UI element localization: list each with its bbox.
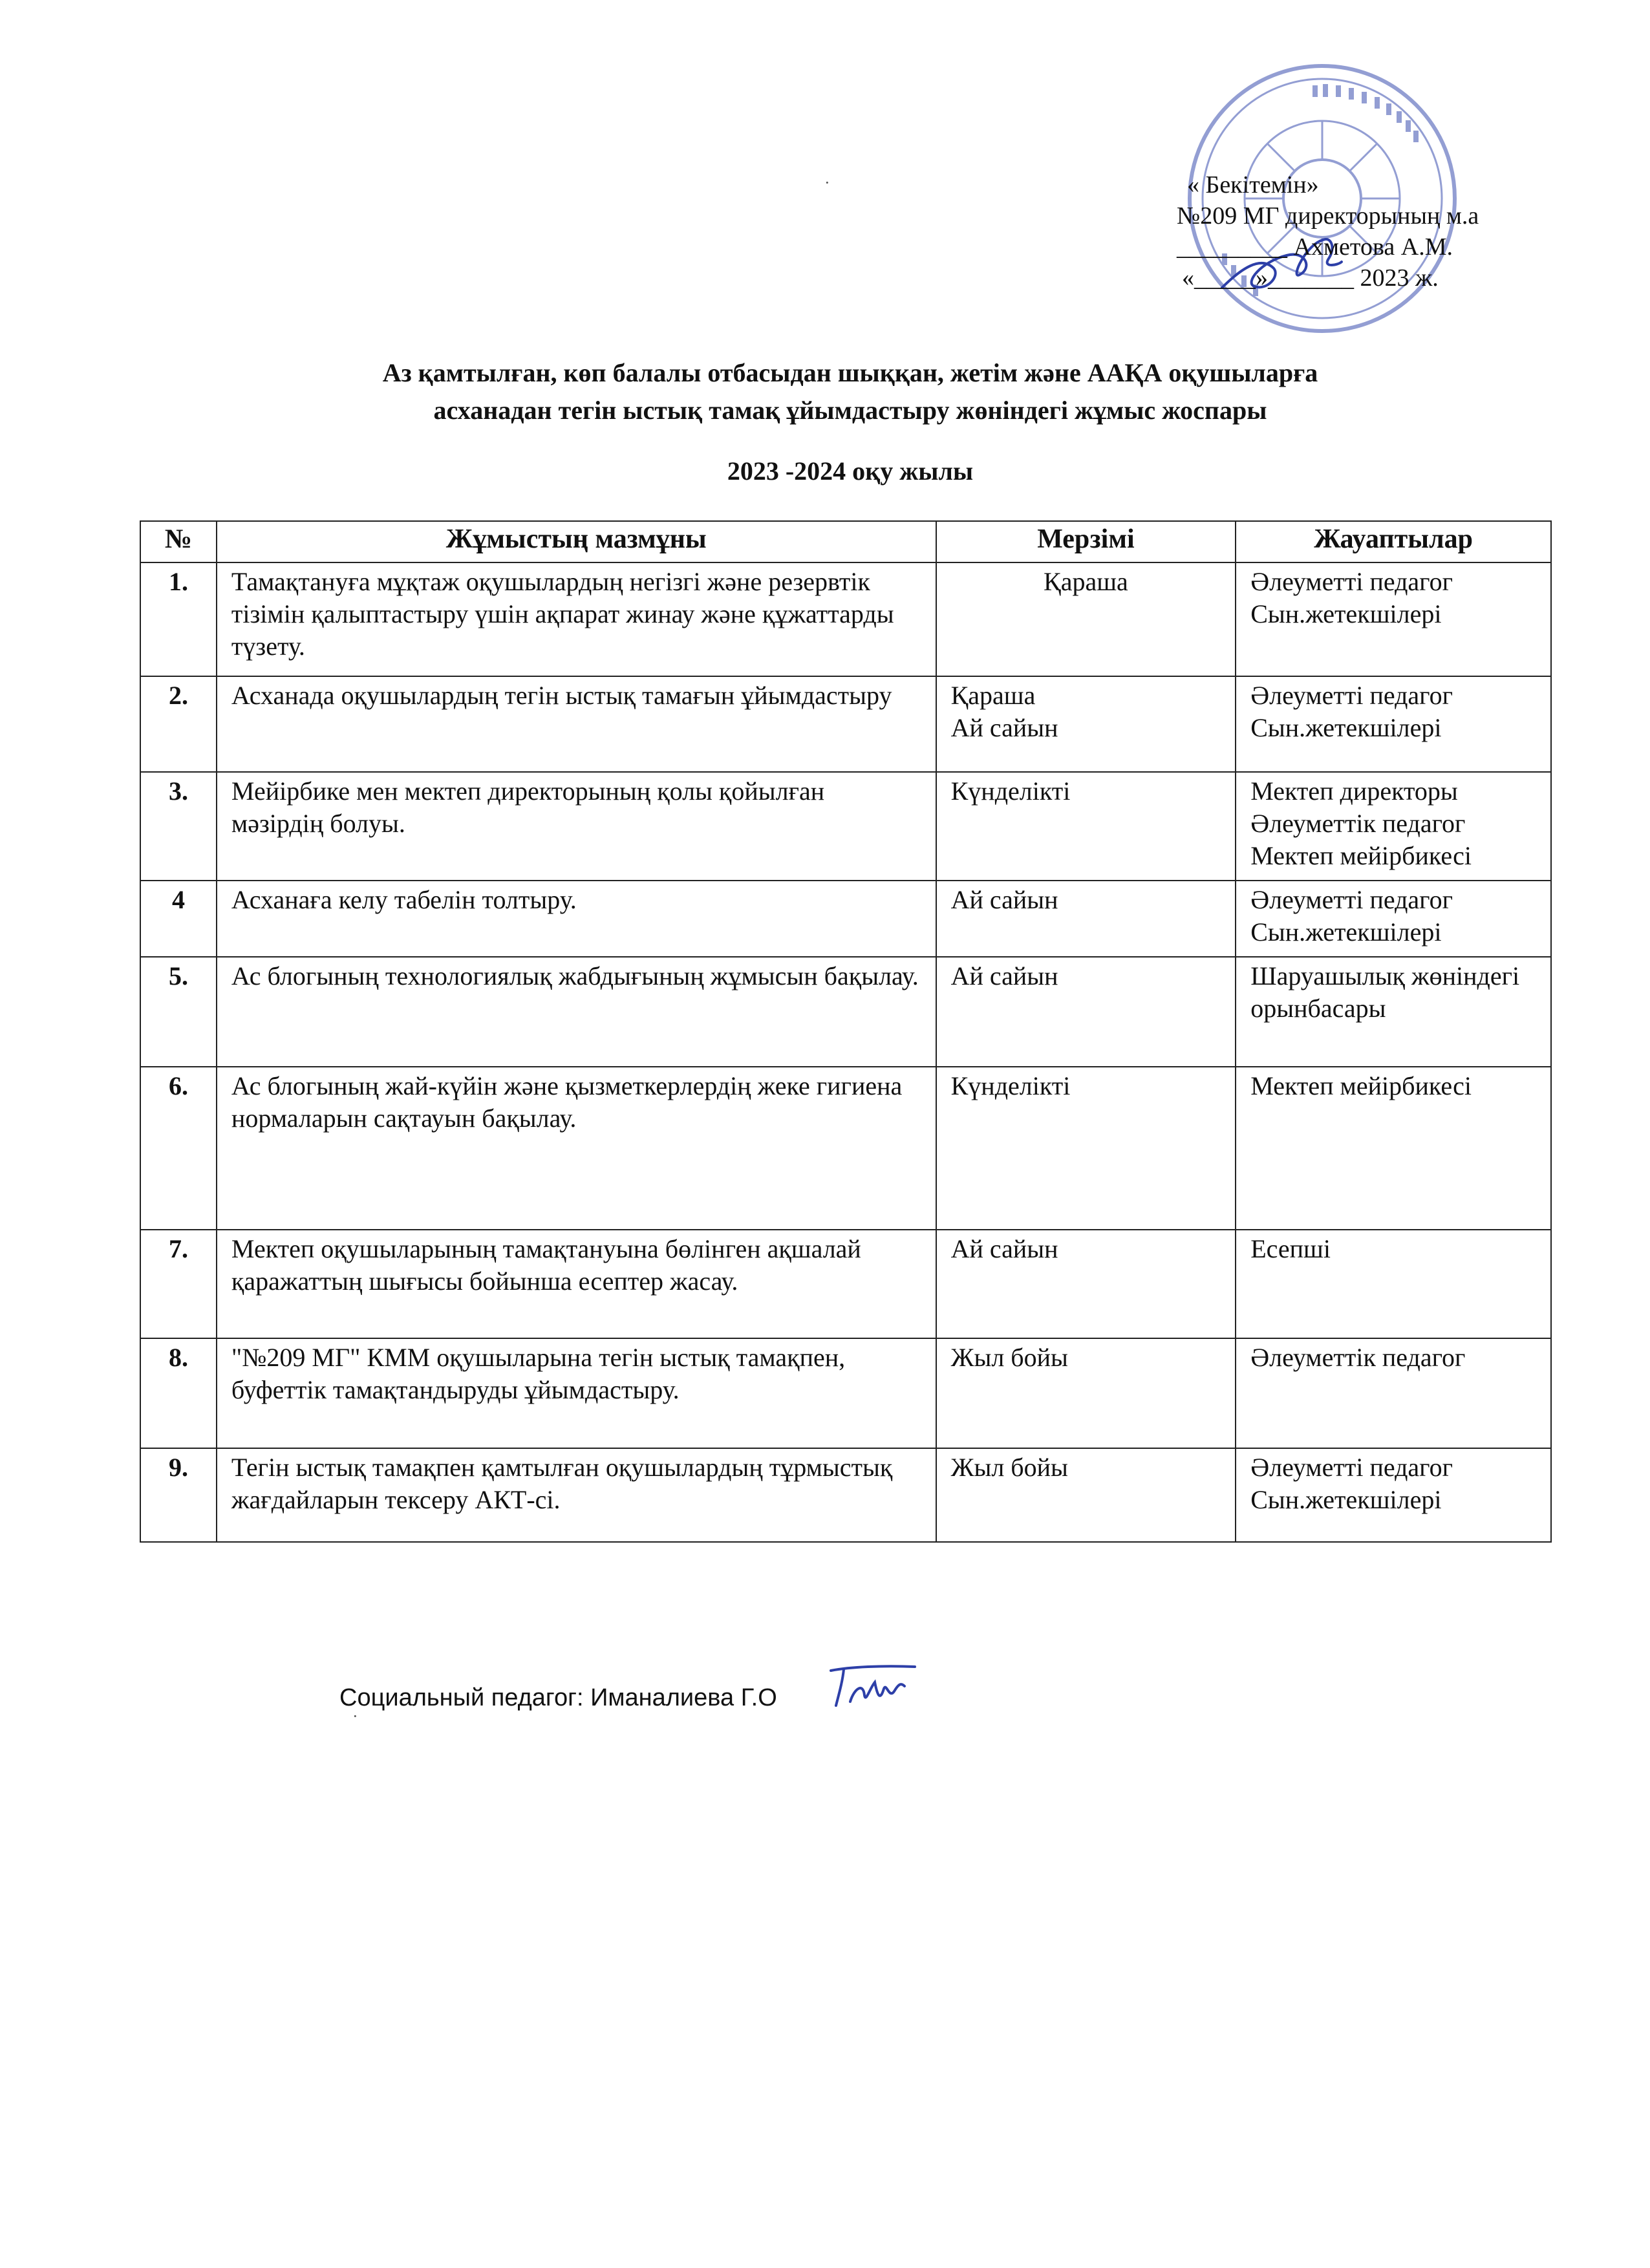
social-pedagogue-signature-line: Социальный педагог: Иманалиева Г.О bbox=[339, 1684, 777, 1711]
row-term: Ай сайын bbox=[936, 881, 1236, 957]
row-content: Ас блогының технологиялық жабдығының жұмысын бақылау. bbox=[217, 957, 936, 1067]
row-number: 2. bbox=[140, 676, 217, 772]
row-responsible: Есепші bbox=[1236, 1230, 1551, 1338]
table-header-row bbox=[140, 521, 1551, 562]
table-row bbox=[140, 1067, 1551, 1230]
row-number: 7. bbox=[140, 1230, 217, 1338]
row-responsible: Мектеп мейірбикесі bbox=[1236, 1067, 1551, 1230]
table-row bbox=[140, 957, 1551, 1067]
row-responsible: Әлеуметтік педагог bbox=[1236, 1338, 1551, 1448]
work-plan-table bbox=[140, 520, 1552, 1543]
header-responsible: Жауаптылар bbox=[1236, 521, 1551, 562]
row-content: Асханаға келу табелін толтыру. bbox=[217, 881, 936, 957]
row-responsible: Шаруашылық жөніндегі орынбасары bbox=[1236, 957, 1551, 1067]
approval-date: «_____»_______ 2023 ж. bbox=[1182, 264, 1439, 292]
row-number: 9. bbox=[140, 1448, 217, 1542]
row-content: Тамақтануға мұқтаж оқушылардың негізгі және резервтік тізімін қалыптастыру үшін ақпарат жинау және құжаттарды түзету. bbox=[217, 562, 936, 676]
title-line-2: асханадан тегін ыстық тамақ ұйымдастыру жөніндегі жұмыс жоспары bbox=[433, 396, 1267, 425]
row-number: 4 bbox=[140, 881, 217, 957]
row-content: Ас блогының жай-күйін және қызметкерлердің жеке гигиена нормаларын сақтауын бақылау. bbox=[217, 1067, 936, 1230]
row-term: Қараша bbox=[936, 562, 1236, 676]
row-term: Қараша Ай сайын bbox=[936, 676, 1236, 772]
row-responsible: Әлеуметті педагог Сын.жетекшілері bbox=[1236, 676, 1551, 772]
row-number: 6. bbox=[140, 1067, 217, 1230]
row-responsible: Әлеуметті педагог Сын.жетекшілері bbox=[1236, 881, 1551, 957]
approval-block bbox=[1177, 169, 1578, 294]
row-term: Жыл бойы bbox=[936, 1338, 1236, 1448]
row-number: 3. bbox=[140, 772, 217, 881]
scan-speck: · bbox=[352, 1707, 358, 1726]
row-term: Ай сайын bbox=[936, 957, 1236, 1067]
pedagogue-signature-icon bbox=[824, 1663, 921, 1708]
row-term: Күнделікті bbox=[936, 772, 1236, 881]
header-content: Жұмыстың мазмұны bbox=[217, 521, 936, 562]
table-row bbox=[140, 1338, 1551, 1448]
document-title bbox=[194, 354, 1506, 429]
row-content: Тегін ыстық тамақпен қамтылған оқушылардың тұрмыстық жағдайларын тексеру АКТ-сі. bbox=[217, 1448, 936, 1542]
approval-name: _________ Ахметова А.М. bbox=[1177, 233, 1453, 261]
title-line-1: Аз қамтылған, көп балалы отбасыдан шыққан, жетім және ААҚА оқушыларға bbox=[382, 358, 1318, 387]
row-term: Күнделікті bbox=[936, 1067, 1236, 1230]
table-row bbox=[140, 1448, 1551, 1542]
row-term: Ай сайын bbox=[936, 1230, 1236, 1338]
row-responsible: Әлеуметті педагог Сын.жетекшілері bbox=[1236, 562, 1551, 676]
table-row bbox=[140, 1230, 1551, 1338]
table-row bbox=[140, 676, 1551, 772]
header-term: Мерзімі bbox=[936, 521, 1236, 562]
row-number: 5. bbox=[140, 957, 217, 1067]
school-year: 2023 -2024 оқу жылы bbox=[727, 456, 974, 486]
row-content: Мектеп оқушыларының тамақтануына бөлінген ақшалай қаражаттың шығысы бойынша есептер жасау. bbox=[217, 1230, 936, 1338]
header-number: № bbox=[140, 521, 217, 562]
row-number: 8. bbox=[140, 1338, 217, 1448]
row-responsible: Мектеп директоры Әлеуметтік педагог Мектеп мейірбикесі bbox=[1236, 772, 1551, 881]
row-responsible: Әлеуметті педагог Сын.жетекшілері bbox=[1236, 1448, 1551, 1542]
row-number: 1. bbox=[140, 562, 217, 676]
table-row bbox=[140, 562, 1551, 676]
table-row bbox=[140, 881, 1551, 957]
row-term: Жыл бойы bbox=[936, 1448, 1236, 1542]
approval-heading: « Бекітемін» bbox=[1187, 171, 1319, 198]
approval-position: №209 МГ директорының м.а bbox=[1177, 202, 1479, 230]
row-content: "№209 МГ" КММ оқушыларына тегін ыстық тамақпен, буфеттік тамақтандыруды ұйымдастыру. bbox=[217, 1338, 936, 1448]
row-content: Асханада оқушылардың тегін ыстық тамағын ұйымдастыру bbox=[217, 676, 936, 772]
row-content: Мейірбике мен мектеп директорының қолы қойылған мәзірдің болуы. bbox=[217, 772, 936, 881]
table-row bbox=[140, 772, 1551, 881]
scan-speck: · bbox=[824, 173, 830, 192]
